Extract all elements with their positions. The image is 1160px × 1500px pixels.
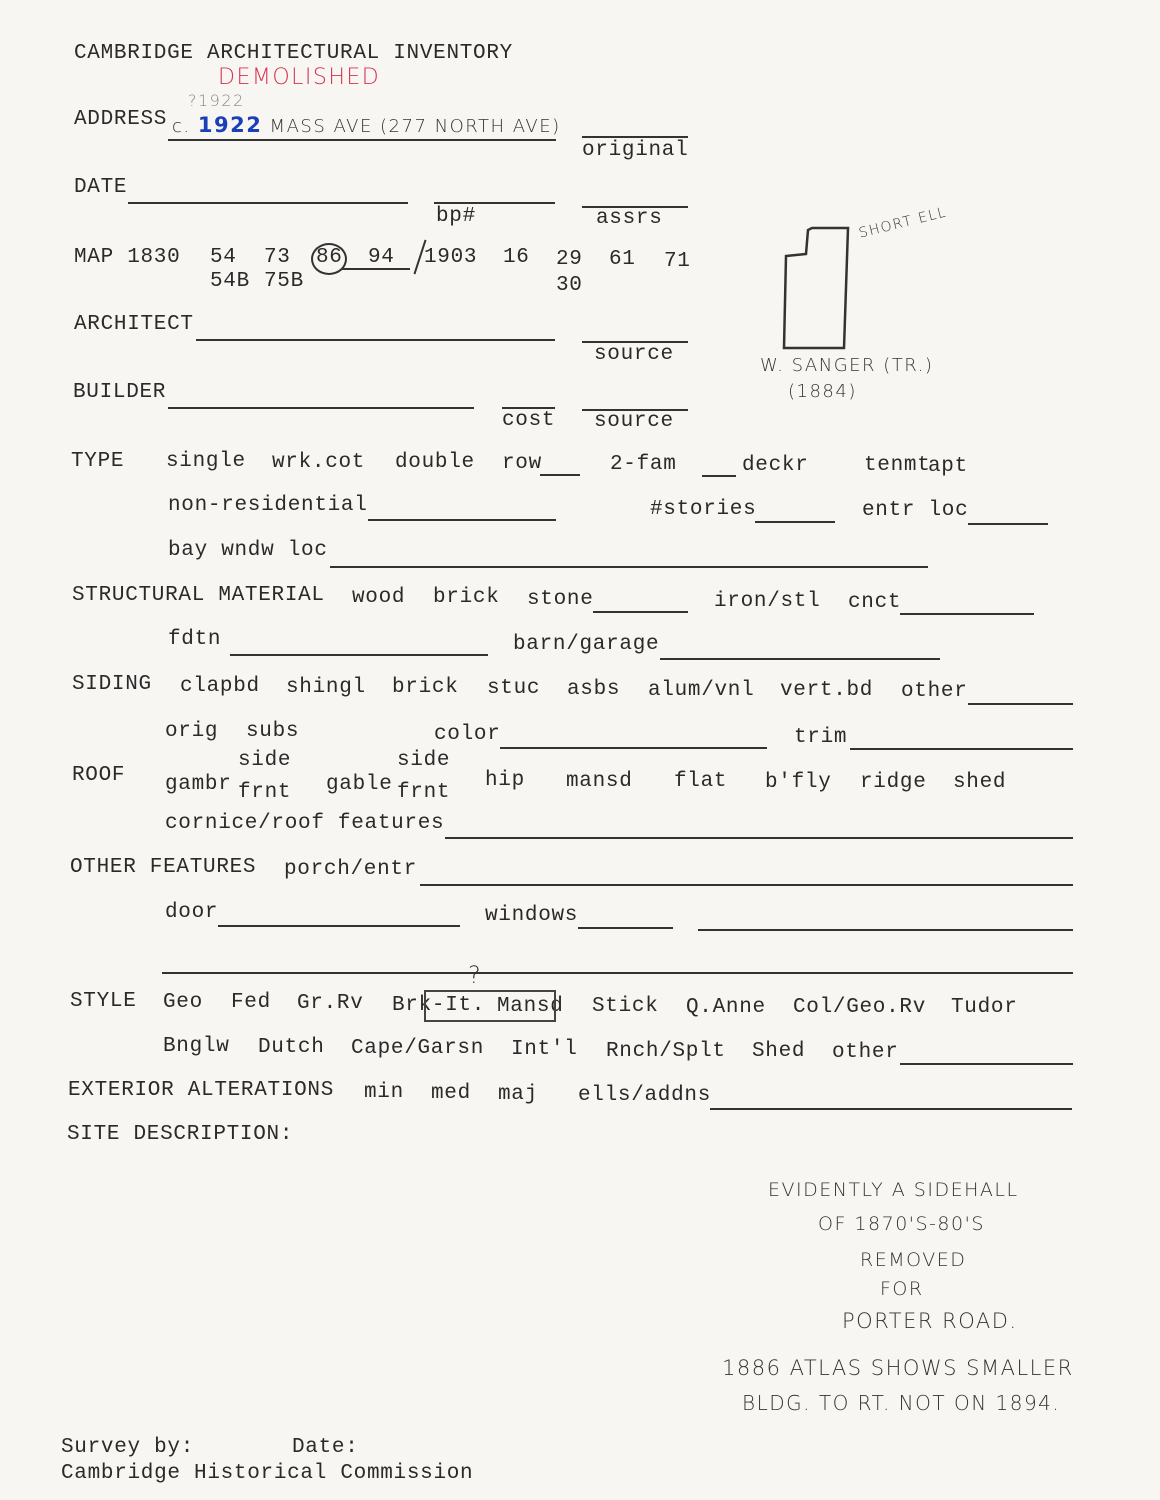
siding-option: clapbd (180, 675, 260, 698)
other-feature-field: windows (485, 904, 579, 927)
exterior-label: EXTERIOR ALTERATIONS (68, 1079, 335, 1102)
demolished-note: DEMOLISHED (218, 65, 381, 90)
map-year-circle (311, 243, 347, 275)
date-label: DATE (74, 176, 128, 199)
siding-field: subs (246, 720, 300, 743)
roof-option: ridge (860, 771, 927, 794)
windows-line (578, 927, 673, 929)
style-query-note: ? (468, 961, 483, 989)
style-option: Rnch/Splt (606, 1040, 726, 1063)
ells-line (710, 1108, 1072, 1110)
bp-line (434, 202, 555, 204)
style-option: Int'l (511, 1038, 578, 1061)
roof-option: gambr (165, 773, 232, 796)
map-label: MAP 1830 (74, 246, 181, 269)
type-option: tenmt (864, 454, 931, 477)
survey-date-label: Date: (292, 1436, 359, 1459)
map-year: 73 (264, 246, 291, 269)
cornice-line (445, 837, 1073, 839)
type-option: wrk.cot (272, 451, 366, 474)
date-line (128, 202, 408, 204)
map-year: 71 (664, 250, 691, 273)
stone-line (593, 611, 688, 613)
type-option: single (166, 450, 246, 473)
roof-option: b'fly (765, 771, 832, 794)
style-option: Q.Anne (686, 996, 766, 1019)
building-footprint-sketch (770, 220, 860, 360)
map-year: 61 (609, 248, 636, 271)
fdtn-line (230, 654, 488, 656)
map-year-circled: 86 (316, 246, 343, 269)
type-field: #stories (650, 498, 757, 521)
structural-option: iron/stl (714, 590, 821, 613)
bay-wndw-line (330, 566, 928, 568)
address-value (172, 114, 561, 137)
original-label: original (582, 139, 689, 162)
map-year: 75B (264, 270, 304, 293)
commission-label: Cambridge Historical Commission (61, 1462, 474, 1485)
other-feature-field: porch/entr (284, 858, 418, 881)
style-option: Gr.Rv (297, 992, 364, 1015)
style-option: Stick (592, 995, 659, 1018)
structural-label: STRUCTURAL MATERIAL (72, 584, 325, 607)
type-field: bay wndw loc (168, 539, 328, 562)
style-option: Brk-It. (392, 994, 486, 1017)
builder-line (168, 407, 474, 409)
exterior-option: min (364, 1081, 404, 1104)
features-extra-line (162, 972, 1073, 974)
roof-option: hip (485, 769, 525, 792)
roof-option: side (397, 749, 451, 772)
site-note: 1886 ATLAS SHOWS SMALLER (722, 1356, 1074, 1380)
style-option: other (832, 1041, 899, 1064)
original-line (582, 136, 688, 138)
type-label: TYPE (71, 450, 125, 473)
roof-label: ROOF (72, 764, 126, 787)
type-option: row (502, 452, 542, 475)
builder-source-label: source (594, 410, 674, 433)
siding-option: vert.bd (780, 679, 874, 702)
site-note: REMOVED (860, 1249, 967, 1271)
style-option: Geo (163, 991, 203, 1014)
structural-option: wood (352, 586, 406, 609)
siding-option: alum/vnl (648, 679, 755, 702)
non-residential-line (368, 519, 556, 521)
porch-line (420, 884, 1073, 886)
owner-year-note: (1884) (788, 381, 857, 402)
survey-by-label: Survey by: (61, 1436, 195, 1459)
sketch-label: SHORT ELL (857, 204, 949, 242)
architect-source-label: source (594, 343, 674, 366)
owner-note: W. SANGER (TR.) (760, 355, 934, 376)
structural-field: fdtn (168, 628, 222, 651)
other-features-label: OTHER FEATURES (70, 856, 257, 879)
other-feature-field: door (165, 901, 219, 924)
style-option: Dutch (258, 1036, 325, 1059)
color-line (500, 747, 767, 749)
type-field: non-residential (168, 494, 368, 517)
address-label: ADDRESS (74, 108, 168, 131)
address-prefix: c. (172, 116, 191, 137)
trim-line (850, 748, 1073, 750)
exterior-option: ells/addns (578, 1084, 712, 1107)
roof-option: frnt (397, 781, 451, 804)
architect-label: ARCHITECT (74, 313, 194, 336)
siding-option: other (901, 680, 968, 703)
map-year: 29 (556, 248, 583, 271)
style-option: Col/Geo.Rv (793, 996, 927, 1019)
style-option: Mansd (497, 995, 564, 1018)
address-number: 1922 (197, 113, 263, 137)
map-year: 30 (556, 274, 583, 297)
barn-garage-line (660, 658, 940, 660)
style-option: Bnglw (163, 1035, 230, 1058)
date-query-note: ?1922 (188, 91, 245, 110)
site-note: PORTER ROAD. (842, 1309, 1018, 1333)
exterior-option: maj (498, 1083, 538, 1106)
roof-field: cornice/roof features (165, 812, 445, 835)
site-note: EVIDENTLY A SIDEHALL (768, 1179, 1019, 1201)
map-year: 54B (210, 270, 250, 293)
roof-option: side (238, 749, 292, 772)
map-year: 54 (210, 246, 237, 269)
entr-loc-line (968, 523, 1048, 525)
address-line (168, 139, 556, 141)
siding-field: trim (794, 726, 848, 749)
deckr-line (702, 475, 736, 477)
siding-option: shingl (286, 676, 366, 699)
row-line (540, 474, 580, 476)
map-year: 1903 (424, 246, 478, 269)
style-option: Cape/Garsn (351, 1037, 485, 1060)
site-note: BLDG. TO RT. NOT ON 1894. (742, 1391, 1061, 1415)
builder-label: BUILDER (73, 381, 167, 404)
address-street: MASS AVE (277 NORTH AVE) (269, 116, 561, 137)
form-title: CAMBRIDGE ARCHITECTURAL INVENTORY (74, 42, 513, 65)
siding-option: stuc (487, 677, 541, 700)
siding-field: color (434, 723, 501, 746)
roof-option: shed (953, 771, 1007, 794)
door-line (218, 925, 460, 927)
architect-line (196, 339, 555, 341)
style-other-line (900, 1063, 1073, 1065)
structural-option: stone (527, 588, 594, 611)
site-description-label: SITE DESCRIPTION: (67, 1123, 294, 1146)
style-label: STYLE (70, 990, 137, 1013)
structural-field: barn/garage (513, 633, 660, 656)
style-option: Shed (752, 1040, 806, 1063)
map-year: 94 (368, 246, 395, 269)
roof-option: frnt (238, 781, 292, 804)
site-note: FOR (880, 1278, 924, 1300)
structural-option: cnct (848, 591, 902, 614)
cnct-line (900, 613, 1034, 615)
exterior-option: med (431, 1082, 471, 1105)
type-option: deckr (742, 454, 809, 477)
style-option: Fed (231, 991, 271, 1014)
siding-label: SIDING (72, 673, 152, 696)
site-note: OF 1870'S-80'S (818, 1213, 985, 1235)
assrs-label: assrs (596, 207, 663, 230)
roof-option: mansd (566, 770, 633, 793)
map-year: 16 (503, 246, 530, 269)
siding-other-line (968, 703, 1073, 705)
siding-option: asbs (567, 678, 621, 701)
type-option: double (395, 451, 475, 474)
structural-option: brick (433, 586, 500, 609)
roof-option: flat (674, 770, 728, 793)
siding-field: orig (165, 720, 219, 743)
style-selection-box (424, 990, 556, 1022)
stories-line (755, 521, 835, 523)
siding-option: brick (392, 676, 459, 699)
map-underline (342, 268, 410, 270)
type-option: 2-fam (610, 453, 677, 476)
bp-label: bp# (436, 205, 476, 228)
type-field: entr loc (862, 499, 969, 522)
windows-line-2 (698, 929, 1073, 931)
cost-label: cost (502, 409, 556, 432)
roof-option: gable (326, 773, 393, 796)
type-option: apt (928, 455, 968, 478)
style-option: Tudor (951, 996, 1018, 1019)
